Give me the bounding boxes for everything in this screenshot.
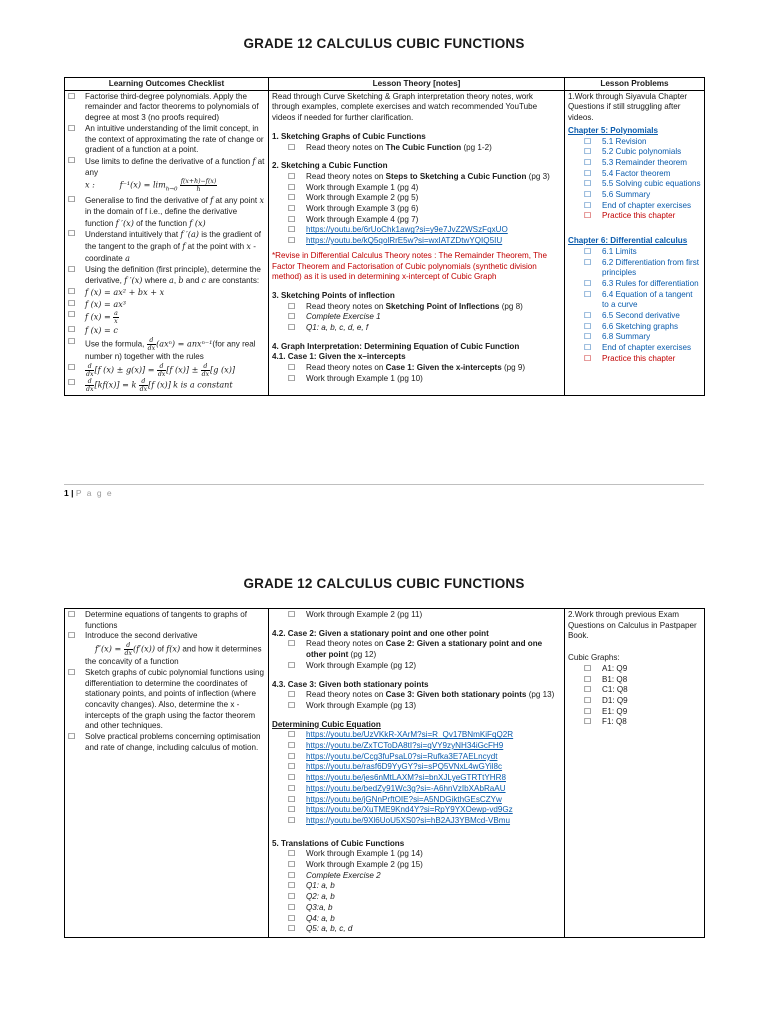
- video-link[interactable]: https://youtu.be/bedZy91Wc3g?si=-A6hnVzIbXAbRaAU: [306, 783, 506, 793]
- header-theory: Lesson Theory [notes]: [269, 78, 565, 91]
- video-link-item[interactable]: [288, 752, 561, 763]
- task-item[interactable]: ☐ Q5: a, b, c, d: [288, 924, 561, 935]
- task-item[interactable]: ☐ Work through Example 4 (pg 7): [288, 215, 561, 226]
- video-link-item[interactable]: [288, 730, 561, 741]
- exam-item[interactable]: ☐ E1: Q9: [584, 707, 701, 718]
- section-title: Determining Cubic Equation: [272, 719, 381, 729]
- outcome-item[interactable]: ☐ Factorise third-degree polynomials. Apply the remainder and factor theorems to polynomials of degree at most 3 (no proofs required): [68, 92, 265, 124]
- task-item[interactable]: ☐ Work through Example 3 (pg 6): [288, 204, 561, 215]
- problems-cell: [565, 90, 705, 395]
- chapter-item[interactable]: ☐ 5.5 Solving cubic equations: [584, 179, 701, 190]
- chapter-list: [568, 247, 701, 354]
- video-link-item[interactable]: [288, 741, 561, 752]
- video-link[interactable]: https://youtu.be/jGNnPrftOIE?si=A5NDGikthGEsCZYw: [306, 794, 502, 804]
- chapter-item[interactable]: ☐ 6.1 Limits: [584, 247, 701, 258]
- task-item[interactable]: ☐ Complete Exercise 2: [288, 871, 561, 882]
- subsection-title: 4.1. Case 1: Given the x–intercepts: [272, 352, 406, 362]
- lesson-table: [64, 77, 705, 396]
- page-2: [0, 540, 768, 1024]
- task-item[interactable]: ☐ Complete Exercise 1: [288, 312, 561, 323]
- fraction: $\frac{d}{dx}$: [147, 337, 156, 353]
- chapter-list: [568, 354, 701, 365]
- video-link-item[interactable]: [288, 784, 561, 795]
- task-item[interactable]: ☐ Work through Example 2 (pg 15): [288, 860, 561, 871]
- video-link[interactable]: https://youtu.be/XuTME9Knd4Y?si=RpY9YXOewp-vd9Gz: [306, 805, 513, 815]
- problems-cell: [565, 609, 705, 938]
- exam-list: [568, 664, 701, 728]
- outcomes-cell: [65, 609, 269, 938]
- section-title: 3. Sketching Points of inflection: [272, 290, 395, 300]
- outcomes-list: [68, 610, 265, 753]
- video-link-item[interactable]: [288, 773, 561, 784]
- outcome-item[interactable]: ☐ f (x) = ax³: [68, 299, 265, 311]
- table-header-row: [65, 78, 705, 91]
- task-item[interactable]: ☐ Read theory notes on The Cubic Function (pg 1-2): [288, 143, 561, 154]
- task-item[interactable]: ☐ Q1: a, b, c, d, e, f: [288, 323, 561, 334]
- outcome-item[interactable]: ☐ $\frac{d}{dx}$ [f (x) ± g(x)] = $\frac{d}{dx}$ [f (x)] ± $\frac{d}{dx}$ [g (x)]: [68, 363, 265, 378]
- task-item[interactable]: ☐ Read theory notes on Sketching Point of Inflections (pg 8): [288, 302, 561, 313]
- outcome-item[interactable]: ☐ $\frac{d}{dx}$ [kf(x)] = k $\frac{d}{dx}$ [f (x)] k is a constant: [68, 378, 265, 393]
- task-list: [272, 363, 561, 384]
- video-link[interactable]: https://youtu.be/6rUoChk1awg?si=y9e7JvZ2WSzFqxUO: [306, 225, 508, 235]
- video-link-item[interactable]: [288, 762, 561, 773]
- cubic-graphs-title: Cubic Graphs:: [568, 653, 620, 663]
- lesson-table: [64, 608, 705, 938]
- chapter-list: [568, 211, 701, 222]
- limit-formula: f⁻¹(x) = lim: [119, 179, 166, 190]
- exam-item[interactable]: ☐ D1: Q9: [584, 696, 701, 707]
- exam-item[interactable]: ☐ C1: Q8: [584, 685, 701, 696]
- task-item[interactable]: ☐ Work through Example 1 (pg 4): [288, 183, 561, 194]
- task-item[interactable]: ☐ Q1: a, b: [288, 881, 561, 892]
- table-row: [65, 90, 705, 395]
- chapter-item[interactable]: ☐ End of chapter exercises: [584, 201, 701, 212]
- fraction: $\frac{d}{dx}$: [124, 642, 132, 658]
- page-title: GRADE 12 CALCULUS CUBIC FUNCTIONS: [243, 36, 525, 51]
- task-item[interactable]: ☐ Work through Example 1 (pg 14): [288, 849, 561, 860]
- chapter-list: [568, 137, 701, 212]
- video-link-item[interactable]: [288, 805, 561, 816]
- chapter-link[interactable]: Chapter 5: Polynomials: [568, 125, 658, 135]
- outcome-item[interactable]: ☐ f (x) = c: [68, 325, 265, 337]
- outcome-item[interactable]: ☐ Understand intuitively that f ′(a) is the gradient of the tangent to the graph of f at the point with x -coordinate a: [68, 229, 265, 264]
- chapter-item[interactable]: ☐ 6.4 Equation of a tangent to a curve: [584, 290, 701, 311]
- header-outcomes: Learning Outcomes Checklist: [65, 78, 269, 91]
- task-list: [272, 639, 561, 671]
- task-list: [272, 302, 561, 334]
- exam-item[interactable]: ☐ A1: Q9: [584, 664, 701, 675]
- chapter-item[interactable]: ☐ 6.2 Differentiation from first principles: [584, 258, 701, 279]
- section-title: 4.3. Case 3: Given both stationary points: [272, 679, 429, 689]
- video-link-list: [272, 730, 561, 826]
- chapter-item[interactable]: ☐ End of chapter exercises: [584, 343, 701, 354]
- task-list: [272, 172, 561, 247]
- outcome-item[interactable]: ☐ Solve practical problems concerning optimisation and rate of change, including calculus of motion.: [68, 732, 265, 753]
- outcome-item[interactable]: ☐ Sketch graphs of cubic polynomial functions using differentiation to determine the coordinates of stationary points, and points of inflection (where concavity changes). Also, determine the x -intercepts of the graph using the factor theorem and other techniques.: [68, 668, 265, 732]
- chapter-item[interactable]: ☐ 6.6 Sketching graphs: [584, 322, 701, 333]
- fraction: ☐ $\frac{d}{dx}$: [86, 362, 94, 378]
- practice-item[interactable]: ☐ Practice this chapter: [584, 211, 701, 222]
- section-title: 4.2. Case 2: Given a stationary point and one other point: [272, 628, 489, 638]
- video-link-item[interactable]: [288, 795, 561, 806]
- task-item[interactable]: ☐ Read theory notes on Steps to Sketching a Cubic Function (pg 3): [288, 172, 561, 183]
- video-link[interactable]: https://youtu.be/rasf6D9YyGY?si=sPQ5VNxL4wGYil8c: [306, 762, 503, 772]
- outcome-item[interactable]: ☐ Use limits to define the derivative of a function f at any x : $f^{-1}(x) = \lim_{h\to 0}$ $\frac{f(x+h)-f(x)}{h}$: [68, 156, 265, 195]
- task-item[interactable]: ☐ Work through Example 2 (pg 5): [288, 193, 561, 204]
- page-footer: 1 | P a g e: [64, 488, 114, 498]
- revise-note: *Revise in Differential Calculus Theory notes : The Remainder Theorem, The Factor Theorem and Factorisation of Cubic polynomials (synthetic division method) as it is used in determining x-intercept of Cubic Graph: [272, 250, 548, 282]
- chapter-item[interactable]: ☐ 5.2 Cubic polynomials: [584, 147, 701, 158]
- footer-divider: [64, 484, 704, 485]
- outcome-item[interactable]: ☐ Determine equations of tangents to graphs of functions: [68, 610, 265, 631]
- video-link-item: [288, 236, 561, 247]
- page-title: GRADE 12 CALCULUS CUBIC FUNCTIONS: [243, 576, 525, 591]
- outcome-item[interactable]: ☐ Using the definition (first principle), determine the derivative, f ′(x) where a, b and c are constants:: [68, 265, 265, 287]
- video-link[interactable]: https://youtu.be/9Xl6UoU5XS0?si=hB2AJ3YBMcd-VBmu: [306, 815, 511, 825]
- video-link-item[interactable]: [288, 816, 561, 827]
- table-row: [65, 609, 705, 938]
- outcome-item[interactable]: ☐ Generalise to find the derivative of f at any point x in the domain of f i.e., define the derivative function f ′(x) of the function f (x): [68, 195, 265, 229]
- problems-intro: 1.Work through Siyavula Chapter Questions if still struggling after videos.: [568, 91, 688, 123]
- problems-intro: 2.Work through previous Exam Questions on Calculus in Pastpaper Book.: [568, 610, 697, 641]
- theory-cell: [269, 90, 565, 395]
- fraction: ☐ $\frac{d}{dx}$: [86, 377, 94, 393]
- outcomes-cell: [65, 90, 269, 395]
- fraction: $\frac{d}{dx}$: [201, 362, 210, 378]
- video-link[interactable]: https://youtu.be/jes6nMtLAXM?si=bnXJLyeGTRTtYHR8: [306, 773, 506, 783]
- practice-item[interactable]: ☐ Practice this chapter: [584, 354, 701, 365]
- task-item[interactable]: ☐ Read theory notes on Case 1: Given the x-intercepts (pg 9): [288, 363, 561, 374]
- video-link-item: [288, 225, 561, 236]
- exam-item[interactable]: ☐ F1: Q8: [584, 717, 701, 728]
- task-item[interactable]: ☐ Work through Example 1 (pg 10): [288, 374, 561, 385]
- chapter-link[interactable]: Chapter 6: Differential calculus: [568, 236, 688, 246]
- outcome-item[interactable]: ☐ Use the formula, $\frac{d}{dx}$ (axⁿ) = anxⁿ⁻¹(for any real number n) together with the rules: [68, 337, 265, 363]
- header-problems: Lesson Problems: [565, 78, 705, 91]
- chapter-item[interactable]: ☐ 5.6 Summary: [584, 190, 701, 201]
- task-item[interactable]: ☐ Q3:a, b: [288, 903, 561, 914]
- video-link[interactable]: https://youtu.be/kQ5qolRrE5w?si=wxIATZDtwYQIQ5IU: [306, 236, 503, 246]
- video-link[interactable]: https://youtu.be/ZxTCToDA8tI?si=qVY9zyNH34iGcFH9: [306, 741, 504, 751]
- task-list: [272, 690, 561, 711]
- outcome-item[interactable]: ☐ Introduce the second derivative f″(x) = $\frac{d}{dx}$ (f′(x)) of f(x) and how it determines the concavity of a function: [68, 631, 265, 667]
- outcomes-list: [68, 92, 265, 393]
- task-item[interactable]: ☐ Read theory notes on Case 3: Given both stationary points (pg 13): [288, 690, 561, 701]
- task-item[interactable]: ☐ Q2: a, b: [288, 892, 561, 903]
- outcome-item[interactable]: ☐ f (x) = $\frac{a}{x}$: [68, 310, 265, 325]
- outcome-item[interactable]: ☐ An intuitive understanding of the limit concept, in the context of approximating the rate of change or gradient of a function at a point.: [68, 124, 265, 156]
- task-item[interactable]: ☐ Work through Example (pg 12): [288, 661, 561, 672]
- section-title: 1. Sketching Graphs of Cubic Functions: [272, 131, 426, 141]
- theory-cell: [269, 609, 565, 938]
- chapter-item[interactable]: ☐ 5.3 Remainder theorem: [584, 158, 701, 169]
- chapter-item[interactable]: ☐ 6.3 Rules for differentiation: [584, 279, 701, 290]
- task-list: [272, 849, 561, 935]
- fraction: $\frac{a}{x}$: [114, 310, 118, 326]
- task-item[interactable]: ☐ Q4: a, b: [288, 914, 561, 925]
- task-list: [272, 143, 561, 154]
- task-item[interactable]: ☐ Work through Example (pg 13): [288, 701, 561, 712]
- fraction: $\frac{d}{dx}$: [157, 362, 166, 378]
- chapter-item[interactable]: ☐ 6.8 Summary: [584, 332, 701, 343]
- section-title: 5. Translations of Cubic Functions: [272, 838, 405, 848]
- task-item[interactable]: ☐ Work through Example 2 (pg 11): [288, 610, 561, 621]
- chapter-item[interactable]: ☐ 5.1 Revision: [584, 137, 701, 148]
- chapter-item[interactable]: ☐ 5.4 Factor theorem: [584, 169, 701, 180]
- chapter-item[interactable]: ☐ 6.5 Second derivative: [584, 311, 701, 322]
- fraction: $\frac{d}{dx}$: [139, 377, 148, 393]
- video-link[interactable]: https://youtu.be/Ccg3fuPsaL0?si=Rufka3E7AELncydt: [306, 751, 498, 761]
- section-title: 4. Graph Interpretation: Determining Equation of Cubic Function: [272, 341, 520, 351]
- section-title: 2. Sketching a Cubic Function: [272, 161, 388, 171]
- theory-intro: Read through Curve Sketching & Graph interpretation theory notes, work through examples, complete exercises and watch recommended YouTube videos if needed for further clarification.: [272, 91, 538, 123]
- exam-item[interactable]: ☐ B1: Q8: [584, 675, 701, 686]
- task-item[interactable]: ☐ Read theory notes on Case 2: Given a stationary point and one other point (pg 12): [288, 639, 561, 660]
- video-link[interactable]: https://youtu.be/UzVKkR-XArM?si=R_Qv17BNmKiFqQ2R: [306, 730, 514, 740]
- task-list: [272, 610, 561, 621]
- fraction: $\frac{f(x+h)-f(x)}{h}$: [180, 178, 217, 194]
- outcome-item[interactable]: ☐ f (x) = ax² + bx + x: [68, 287, 265, 299]
